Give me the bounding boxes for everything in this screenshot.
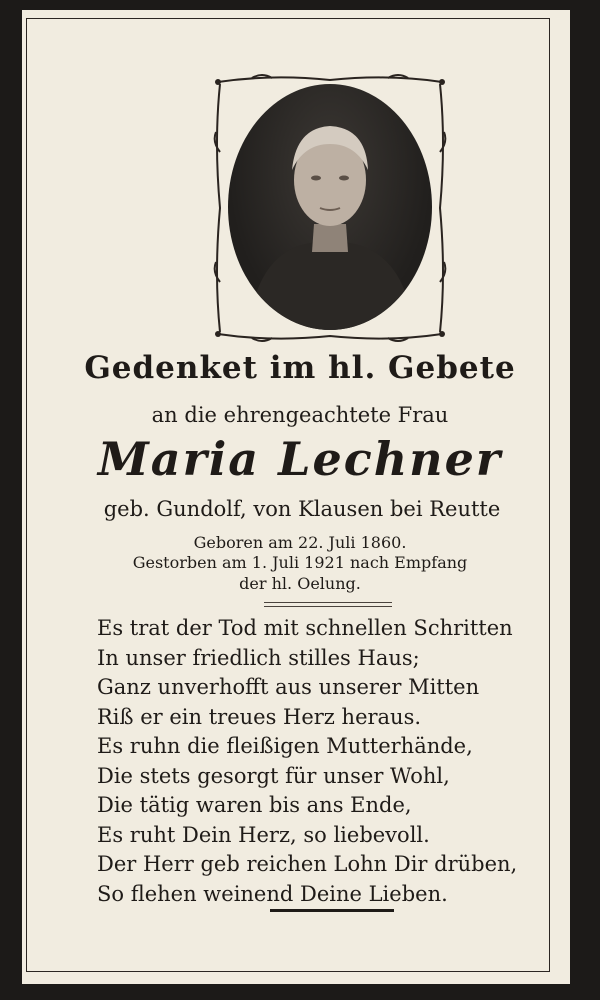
poem-line: In unser friedlich stilles Haus;	[97, 645, 420, 670]
birth-name-origin: geb. Gundolf, von Klausen bei Reutte	[103, 497, 501, 521]
divider-top-second	[264, 606, 392, 607]
birth-date: Geboren am 22. Juli 1860.	[193, 533, 407, 552]
poem-line: Der Herr geb reichen Lohn Dir drüben,	[97, 852, 518, 876]
card-heading: Gedenket im hl. Gebete	[84, 350, 516, 386]
poem-line: Riß er ein treues Herz heraus.	[97, 704, 422, 729]
memorial-poem	[97, 614, 562, 909]
poem-line: Es ruht Dein Herz, so liebevoll.	[97, 822, 430, 847]
poem-line: Die tätig waren bis ans Ende,	[97, 793, 412, 817]
last-rites-note: der hl. Oelung.	[239, 574, 361, 593]
poem-line: Ganz unverhofft aus unserer Mitten	[97, 675, 480, 699]
divider-top	[264, 602, 392, 603]
poem-line: Die stets gesorgt für unser Wohl,	[97, 763, 450, 788]
deceased-name: Maria Lechner	[97, 432, 503, 486]
poem-line: So flehen weinend Deine Lieben.	[97, 881, 448, 906]
divider-bottom	[270, 909, 394, 912]
card-subheading: an die ehrengeachtete Frau	[151, 403, 449, 427]
portrait-photo	[228, 84, 432, 330]
portrait-figure	[228, 84, 432, 330]
poem-line: Es trat der Tod mit schnellen Schritten	[97, 616, 513, 640]
poem-line: Es ruhn die fleißigen Mutterhände,	[97, 734, 473, 758]
death-date: Gestorben am 1. Juli 1921 nach Empfang	[132, 553, 468, 572]
